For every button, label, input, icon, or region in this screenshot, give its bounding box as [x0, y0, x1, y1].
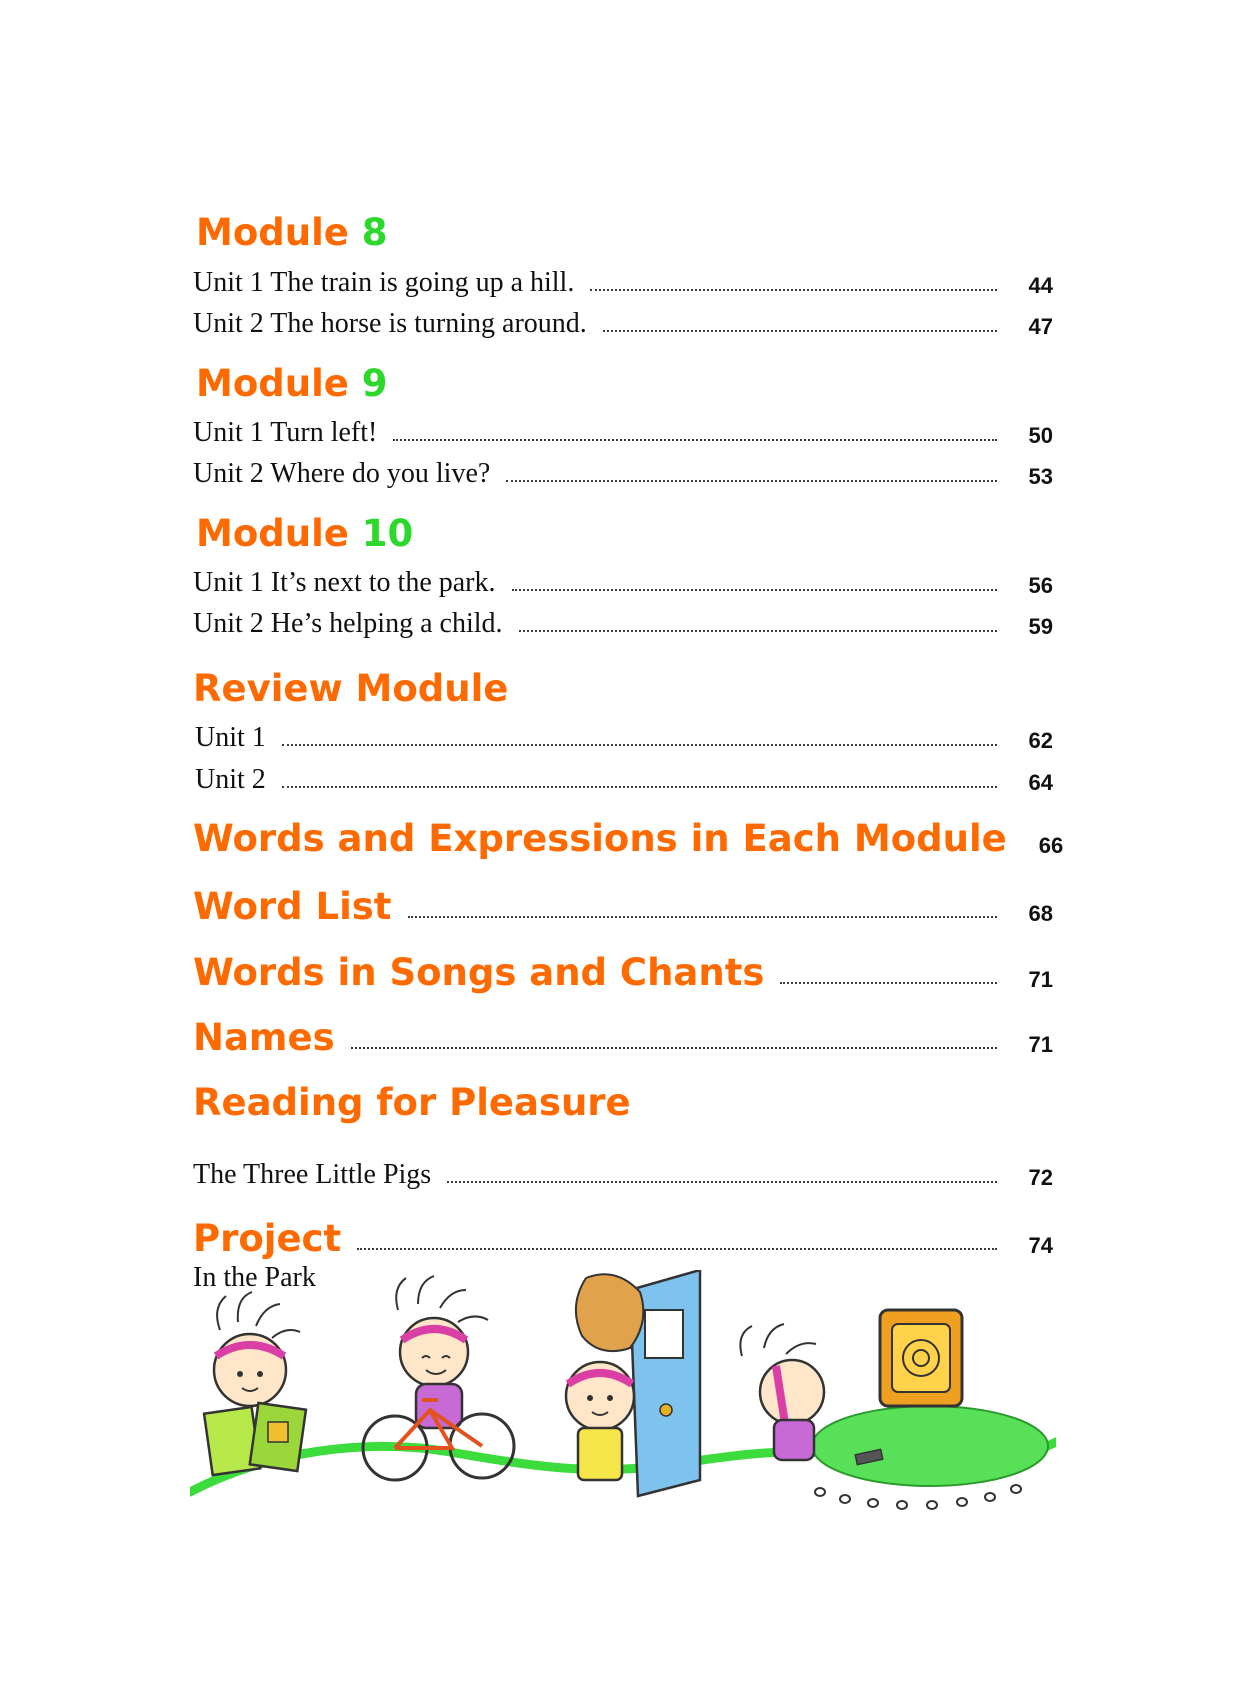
- toc-entry-label: Unit 2 The horse is turning around.: [193, 308, 587, 339]
- module-number: 10: [361, 512, 414, 555]
- dot-leader: [780, 982, 997, 984]
- toc-entry-word-list[interactable]: [193, 884, 1053, 930]
- toc-entry-label: Unit 2 He’s helping a child.: [193, 608, 503, 639]
- toc-page-number: 71: [1028, 1032, 1053, 1057]
- toc-entry[interactable]: [193, 599, 1053, 641]
- module-8-heading: [196, 210, 387, 256]
- module-word: Module: [196, 362, 349, 405]
- toc-entry-label: The Three Little Pigs: [193, 1159, 432, 1190]
- module-word: Module: [196, 211, 349, 254]
- toc-page-number: 74: [1028, 1233, 1053, 1258]
- dot-leader: [282, 744, 997, 746]
- toc-page-number: 71: [1028, 967, 1053, 992]
- toc-entry-label: Unit 2: [195, 764, 266, 795]
- toc-entry-words-expressions[interactable]: [193, 816, 1064, 862]
- dot-leader: [357, 1248, 997, 1250]
- toc-page-number: 53: [1028, 464, 1053, 489]
- toc-heading-label: Word List: [193, 885, 392, 928]
- module-9-heading: [196, 361, 387, 407]
- toc-entry-label: Unit 1: [195, 722, 266, 753]
- module-number: 8: [361, 211, 388, 254]
- module-word: Module: [196, 512, 349, 555]
- dot-leader: [351, 1047, 997, 1049]
- toc-page-number: 68: [1028, 901, 1053, 926]
- toc-heading-label: Names: [193, 1016, 335, 1059]
- toc-page-number: 50: [1028, 423, 1053, 448]
- toc-heading-label: Words and Expressions in Each Module: [193, 817, 1007, 860]
- reading-heading: Reading for Pleasure: [193, 1081, 631, 1124]
- toc-entry[interactable]: [193, 558, 1053, 600]
- kids-illustration: [190, 1270, 1056, 1510]
- toc-page-number: 47: [1028, 314, 1053, 339]
- dot-leader: [408, 916, 998, 918]
- dot-leader: [519, 630, 997, 632]
- dot-leader: [393, 439, 997, 441]
- toc-entry-names[interactable]: [193, 1015, 1053, 1061]
- toc-page-number: 56: [1028, 573, 1053, 598]
- toc-entry[interactable]: [195, 713, 1053, 755]
- toc-page-number: 44: [1028, 273, 1053, 298]
- toc-entry-project[interactable]: [193, 1216, 1053, 1262]
- dot-leader: [512, 589, 997, 591]
- project-subtitle: In the Park: [193, 1262, 316, 1293]
- dot-leader: [590, 289, 997, 291]
- toc-page-number: 72: [1028, 1165, 1053, 1190]
- toc-entry[interactable]: [193, 449, 1053, 491]
- toc-entry[interactable]: [193, 299, 1053, 341]
- dot-leader: [282, 786, 997, 788]
- toc-entry[interactable]: [193, 258, 1053, 300]
- dot-leader: [447, 1181, 997, 1183]
- dot-leader: [603, 330, 997, 332]
- toc-heading-label: Project: [193, 1217, 342, 1260]
- toc-heading-label: Words in Songs and Chants: [193, 951, 765, 994]
- toc-entry-label: Unit 1 The train is going up a hill.: [193, 267, 575, 298]
- toc-entry[interactable]: [193, 408, 1053, 450]
- toc-page-number: 59: [1028, 614, 1053, 639]
- toc-entry[interactable]: [193, 1150, 1053, 1192]
- toc-entry-songs-chants[interactable]: [193, 950, 1053, 996]
- toc-entry-label: Unit 2 Where do you live?: [193, 458, 491, 489]
- dot-leader: [506, 480, 997, 482]
- module-10-heading: [196, 511, 413, 557]
- toc-entry[interactable]: [195, 755, 1053, 797]
- toc-entry-label: Unit 1 Turn left!: [193, 417, 378, 448]
- toc-page-number: 62: [1028, 728, 1053, 753]
- toc-page-number: 64: [1028, 770, 1053, 795]
- toc-entry-label: Unit 1 It’s next to the park.: [193, 567, 496, 598]
- module-number: 9: [361, 362, 388, 405]
- toc-page-number: 66: [1038, 833, 1064, 858]
- review-module-heading: Review Module: [193, 667, 509, 710]
